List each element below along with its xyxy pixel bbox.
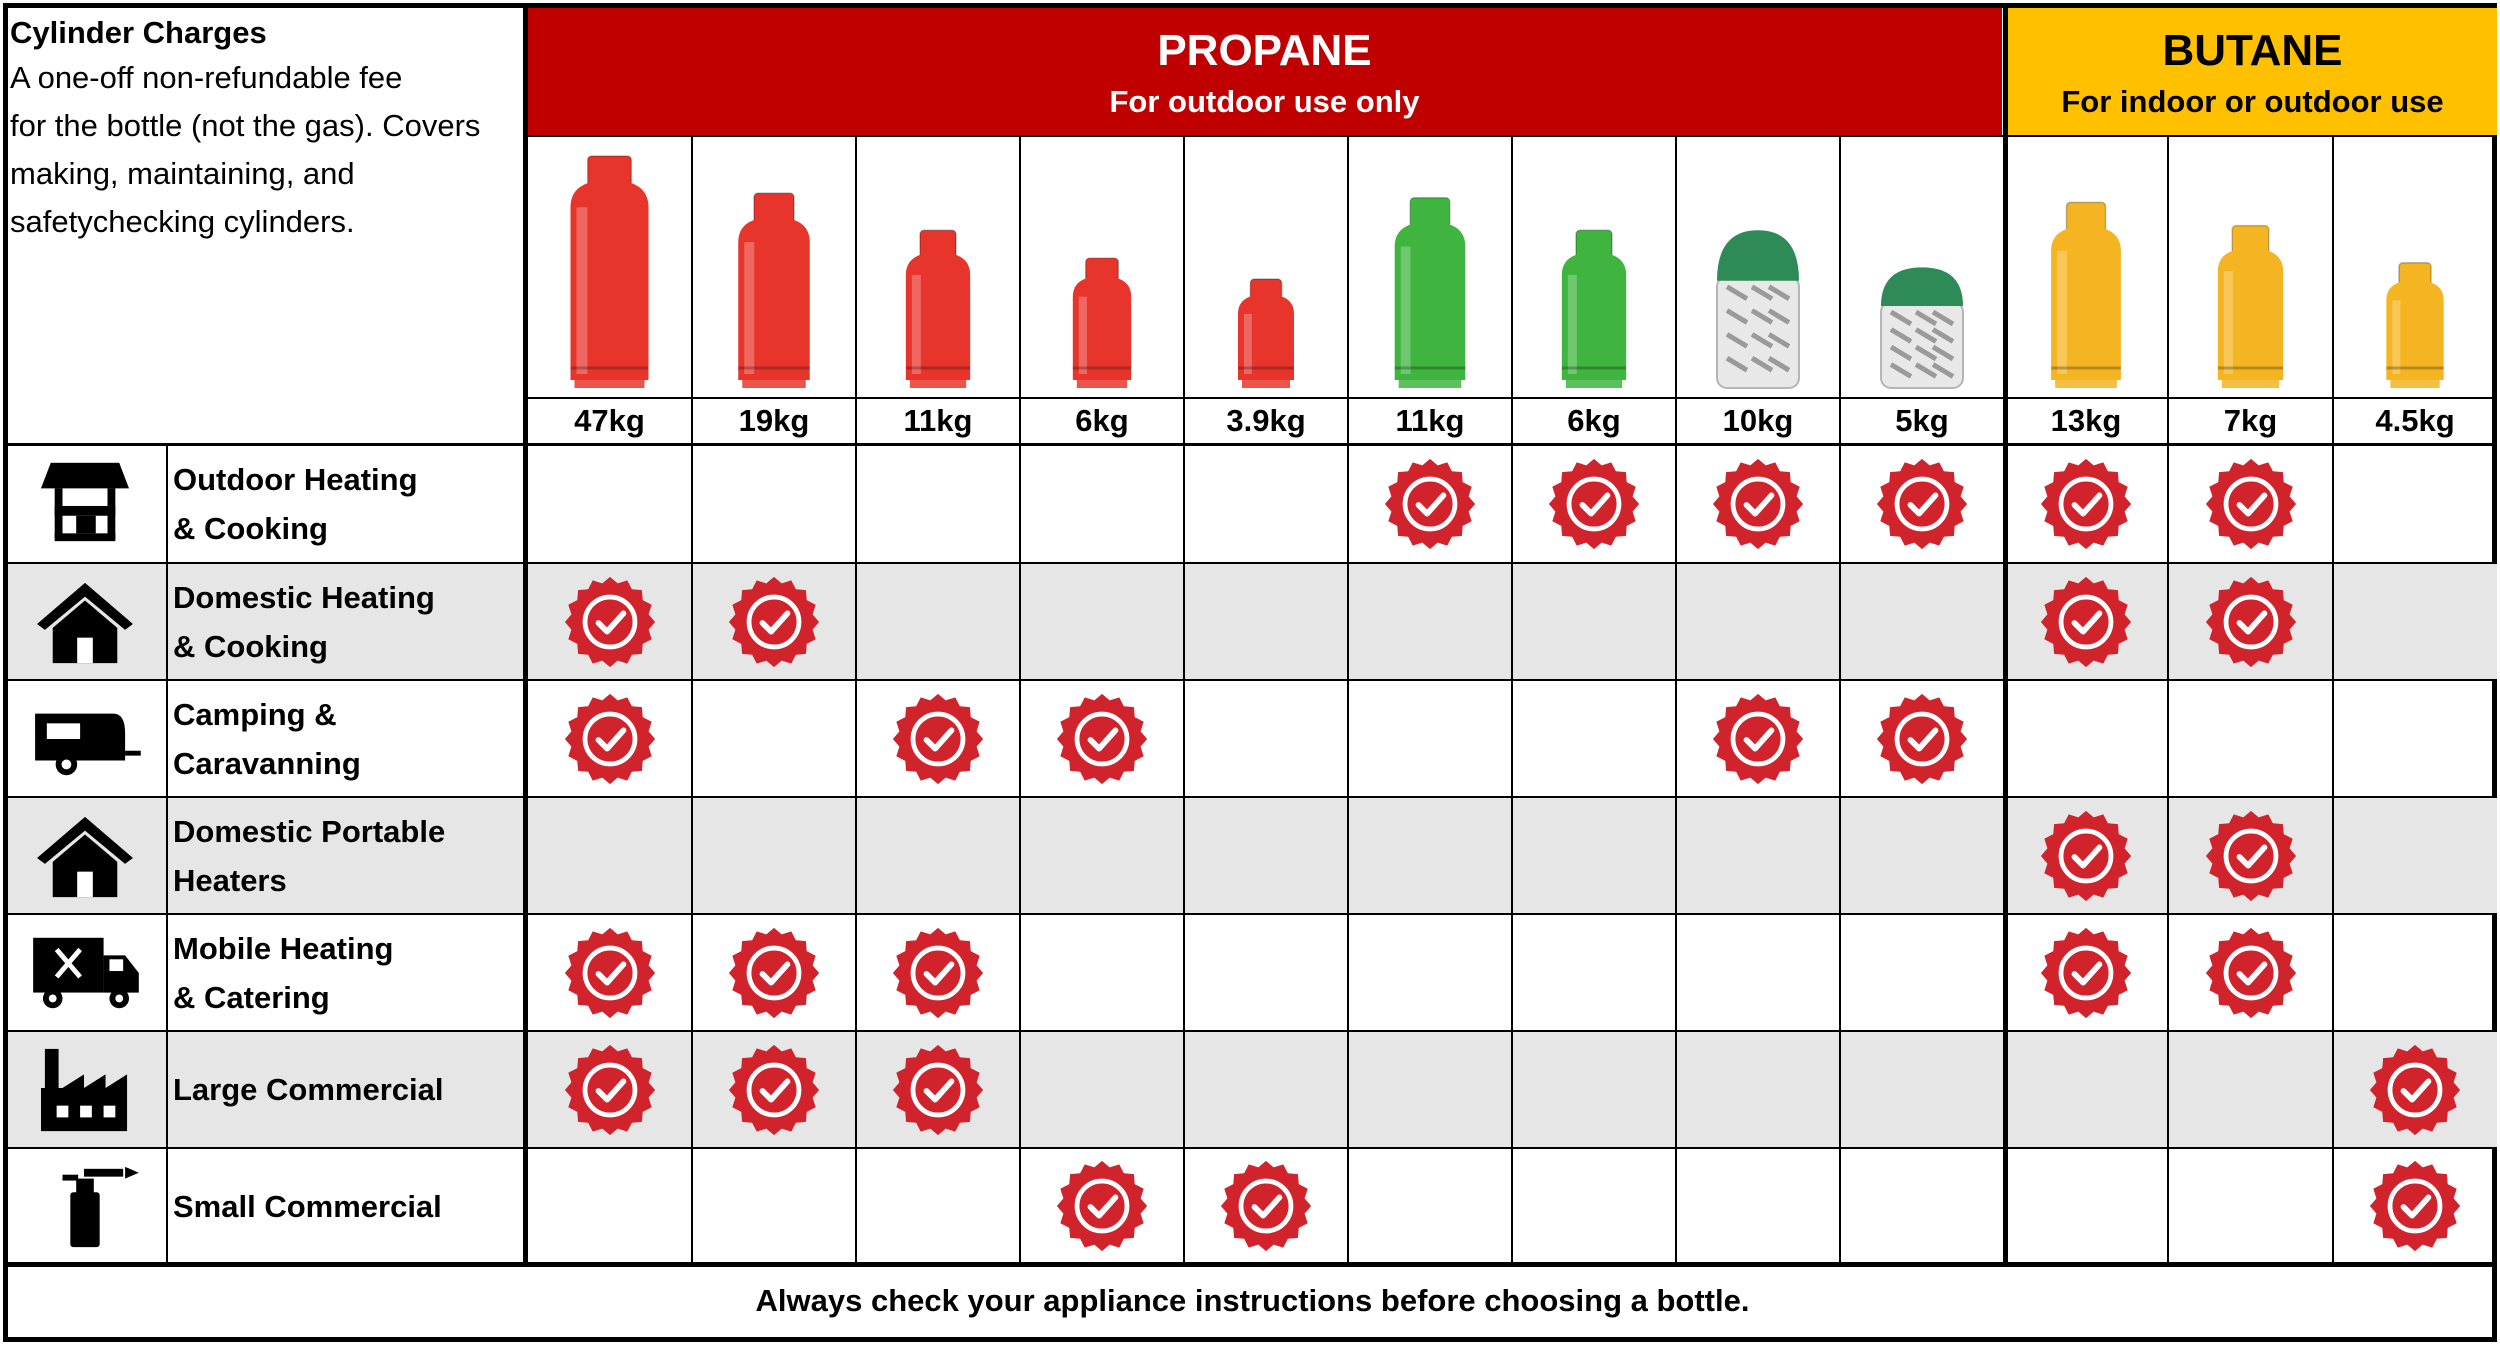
use-label — [173, 563, 513, 680]
cylinder-size-label: 6kg — [1567, 403, 1621, 438]
grid-line — [1511, 136, 1513, 1264]
propane-subtitle: For outdoor use only — [1109, 84, 1420, 119]
use-label-line: Small Commercial — [173, 1188, 442, 1224]
cylinder-size-label: 47kg — [574, 403, 645, 438]
gas-cylinder-icon — [2004, 138, 2168, 398]
use-label — [173, 1031, 513, 1148]
check-badge-icon — [1054, 1158, 1150, 1254]
gas-cylinder-icon — [1348, 138, 1512, 398]
check-badge-icon — [2203, 808, 2299, 904]
cylinder-size-label: 19kg — [738, 403, 810, 438]
grid-line — [166, 444, 168, 1264]
check-badge-icon — [2203, 456, 2299, 552]
use-label-line: Camping & — [173, 696, 337, 732]
use-label-line: Domestic Heating — [173, 579, 435, 615]
propane-header — [527, 8, 2002, 136]
food-truck-icon — [22, 928, 148, 1018]
description-line: A one-off non-refundable fee — [10, 60, 403, 95]
grid-line — [1183, 136, 1185, 1264]
check-badge-icon — [1710, 456, 1806, 552]
butane-header — [2008, 8, 2497, 136]
grid-line — [855, 136, 857, 1264]
gas-cylinder-icon — [527, 138, 692, 398]
factory-icon — [22, 1045, 148, 1135]
gas-cylinder-icon — [1676, 138, 1840, 398]
check-badge-icon — [726, 574, 822, 670]
use-label-line: & Cooking — [173, 510, 328, 546]
grid-line — [8, 443, 2497, 446]
check-badge-icon — [726, 1042, 822, 1138]
grid-line — [8, 562, 2497, 564]
check-badge-icon — [1874, 456, 1970, 552]
footer-note: Always check your appliance instructions before choosing a bottle. — [755, 1283, 1750, 1318]
gas-cylinder-icon — [692, 138, 856, 398]
check-badge-icon — [2367, 1158, 2463, 1254]
cylinder-size-label: 6kg — [1075, 403, 1129, 438]
gas-cylinder-icon — [1184, 138, 1348, 398]
check-badge-icon — [890, 1042, 986, 1138]
gas-cylinder-icon — [2168, 138, 2333, 398]
gas-cylinder-icon — [1512, 138, 1676, 398]
grid-line — [8, 1030, 2497, 1032]
house-icon — [22, 577, 148, 667]
cylinder-charges-description — [8, 8, 520, 444]
description-line: safetychecking cylinders. — [10, 204, 355, 239]
check-badge-icon — [890, 925, 986, 1021]
grid-line — [8, 1147, 2497, 1149]
description-line: making, maintaining, and — [10, 156, 355, 191]
market-stall-icon — [22, 459, 148, 549]
check-badge-icon — [562, 691, 658, 787]
check-badge-icon — [890, 691, 986, 787]
check-badge-icon — [1218, 1158, 1314, 1254]
description-title: Cylinder Charges — [10, 15, 267, 50]
grid-line — [527, 397, 2497, 399]
grid-line — [2167, 136, 2169, 1264]
use-label — [173, 1148, 513, 1264]
grid-line — [8, 796, 2497, 798]
gas-cylinder-icon — [1840, 138, 2004, 398]
cylinder-size-label: 5kg — [1895, 403, 1949, 438]
check-badge-icon — [2038, 808, 2134, 904]
use-label-line: Caravanning — [173, 745, 361, 781]
butane-title: BUTANE — [2162, 26, 2343, 75]
use-label-line: Large Commercial — [173, 1072, 444, 1107]
use-label-line: & Cooking — [173, 628, 328, 664]
use-label — [173, 680, 513, 797]
use-label-line: & Catering — [173, 979, 330, 1015]
check-badge-icon — [2367, 1042, 2463, 1138]
gas-cylinder-icon — [856, 138, 1020, 398]
check-badge-icon — [2038, 925, 2134, 1021]
house-icon — [22, 811, 148, 901]
cylinder-size-label: 4.5kg — [2375, 403, 2455, 438]
use-label-line: Domestic Portable — [173, 813, 446, 849]
grid-line — [8, 679, 2497, 681]
use-label-line: Heaters — [173, 862, 287, 898]
grid-line — [3, 1262, 2497, 1267]
use-label — [173, 444, 513, 563]
check-badge-icon — [562, 925, 658, 1021]
cylinder-size-label: 13kg — [2050, 403, 2122, 438]
description-line: for the bottle (not the gas). Covers — [10, 108, 481, 143]
grid-line — [1839, 136, 1841, 1264]
blowtorch-icon — [22, 1161, 148, 1251]
cylinder-size-label: 11kg — [903, 403, 973, 438]
cylinder-size-label: 11kg — [1395, 403, 1465, 438]
check-badge-icon — [562, 1042, 658, 1138]
cylinder-size-label: 7kg — [2223, 403, 2278, 438]
grid-line — [1675, 136, 1677, 1264]
grid-line — [527, 135, 2497, 137]
check-badge-icon — [2203, 925, 2299, 1021]
gas-cylinder-icon — [2333, 138, 2497, 398]
grid-line — [2332, 136, 2334, 1264]
check-badge-icon — [1874, 691, 1970, 787]
grid-line — [2003, 3, 2008, 1264]
check-badge-icon — [726, 925, 822, 1021]
use-label — [173, 914, 513, 1031]
use-label — [173, 797, 513, 914]
grid-line — [691, 136, 693, 1264]
check-badge-icon — [1710, 691, 1806, 787]
check-badge-icon — [1546, 456, 1642, 552]
cylinder-size-label: 3.9kg — [1226, 403, 1306, 438]
check-badge-icon — [1382, 456, 1478, 552]
check-badge-icon — [1054, 691, 1150, 787]
check-badge-icon — [2038, 456, 2134, 552]
check-badge-icon — [2203, 574, 2299, 670]
grid-line — [1019, 136, 1021, 1264]
use-label-line: Mobile Heating — [173, 930, 394, 966]
grid-line — [1347, 136, 1349, 1264]
grid-line — [8, 913, 2497, 915]
propane-title: PROPANE — [1157, 26, 1372, 75]
check-badge-icon — [2038, 574, 2134, 670]
check-badge-icon — [562, 574, 658, 670]
caravan-icon — [22, 694, 148, 784]
butane-subtitle: For indoor or outdoor use — [2061, 84, 2444, 119]
cylinder-size-label: 10kg — [1722, 403, 1794, 438]
grid-line — [523, 3, 528, 1264]
gas-cylinder-icon — [1020, 138, 1184, 398]
use-label-line: Outdoor Heating — [173, 461, 418, 497]
